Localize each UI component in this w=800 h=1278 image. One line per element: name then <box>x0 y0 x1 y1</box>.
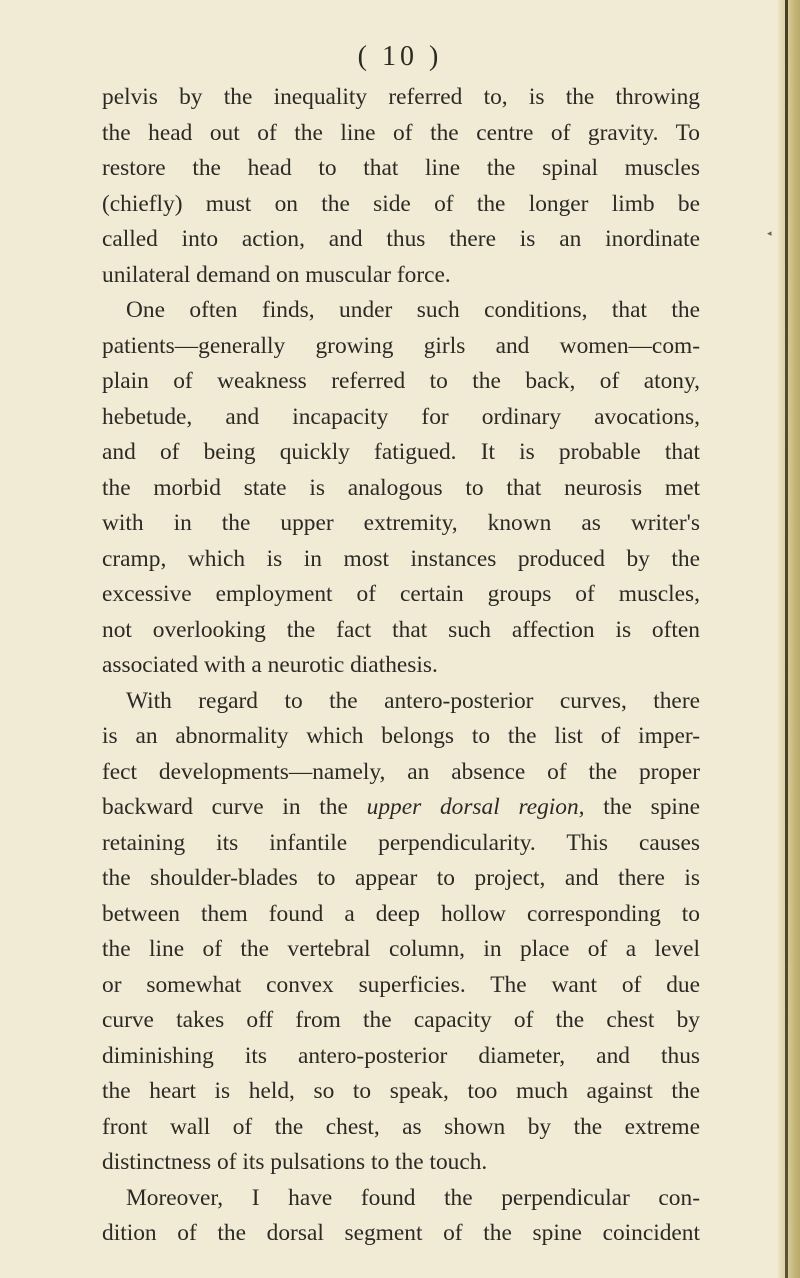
page-edge <box>778 0 800 1278</box>
paragraph-end-line: distinctness of its pulsations to the touch. <box>102 1149 488 1175</box>
text-line: called into action, and thus there is an inordinate <box>102 226 700 252</box>
text-line: the morbid state is analogous to that neurosis met <box>102 474 700 501</box>
text-line: fect developments—namely, an absence of the proper <box>102 758 700 785</box>
text-line: excessive employment of certain groups of muscles, <box>102 581 700 607</box>
text-line: (chiefly) must on the side of the longer limb be <box>102 190 700 217</box>
text-line: the heart is held, so to speak, too much against the <box>102 1078 700 1104</box>
text-line: with in the upper extremity, known as writer's <box>102 510 700 536</box>
text-line: dition of the dorsal segment of the spine coincident <box>102 1220 700 1246</box>
text-line: between them found a deep hollow corresponding to <box>102 900 700 927</box>
margin-mark: ◂ <box>767 229 772 239</box>
page-edge-shadow <box>785 0 788 1278</box>
line-text-after: the spine <box>584 794 700 820</box>
text-line: is an abnormality which belongs to the list of imper- <box>102 723 700 749</box>
text-line: front wall of the chest, as shown by the extreme <box>102 1113 700 1140</box>
page-number: ( 10 ) <box>357 41 443 72</box>
text-line: hebetude, and incapacity for ordinary avocations, <box>102 403 700 430</box>
text-line: restore the head to that line the spinal muscles <box>102 155 700 181</box>
body-text <box>102 80 700 1252</box>
paragraph-end-line: associated with a neurotic diathesis. <box>102 652 438 678</box>
text-line: patients—generally growing girls and women—com- <box>102 332 700 359</box>
text-line-with-italic <box>102 790 700 826</box>
text-line: the shoulder-blades to appear to project, and there is <box>102 865 700 891</box>
text-line: plain of weakness referred to the back, of atony, <box>102 368 700 394</box>
text-line: cramp, which is in most instances produced by the <box>102 545 700 572</box>
text-line: diminishing its antero-posterior diameter, and thus <box>102 1042 700 1069</box>
text-line: pelvis by the inequality referred to, is the throwing <box>102 84 700 110</box>
paragraph-start-line: Moreover, I have found the perpendicular con- <box>126 1184 700 1211</box>
text-line: retaining its infantile perpendicularity. This causes <box>102 829 700 856</box>
text-line: the head out of the line of the centre of gravity. To <box>102 119 700 146</box>
italic-phrase: upper dorsal region, <box>366 794 585 820</box>
text-line: and of being quickly fatigued. It is probable that <box>102 439 700 465</box>
line-text-before: backward curve in the <box>102 794 367 820</box>
paragraph-start-line: With regard to the antero-posterior curves, there <box>126 687 700 714</box>
text-line: or somewhat convex superficies. The want of due <box>102 971 700 998</box>
text-line: the line of the vertebral column, in place of a level <box>102 936 700 962</box>
text-line: curve takes off from the capacity of the chest by <box>102 1007 700 1033</box>
text-line: not overlooking the fact that such affection is often <box>102 616 700 643</box>
paragraph-end-line: unilateral demand on muscular force. <box>102 261 451 288</box>
paragraph-start-line: One often finds, under such conditions, that the <box>126 297 700 323</box>
